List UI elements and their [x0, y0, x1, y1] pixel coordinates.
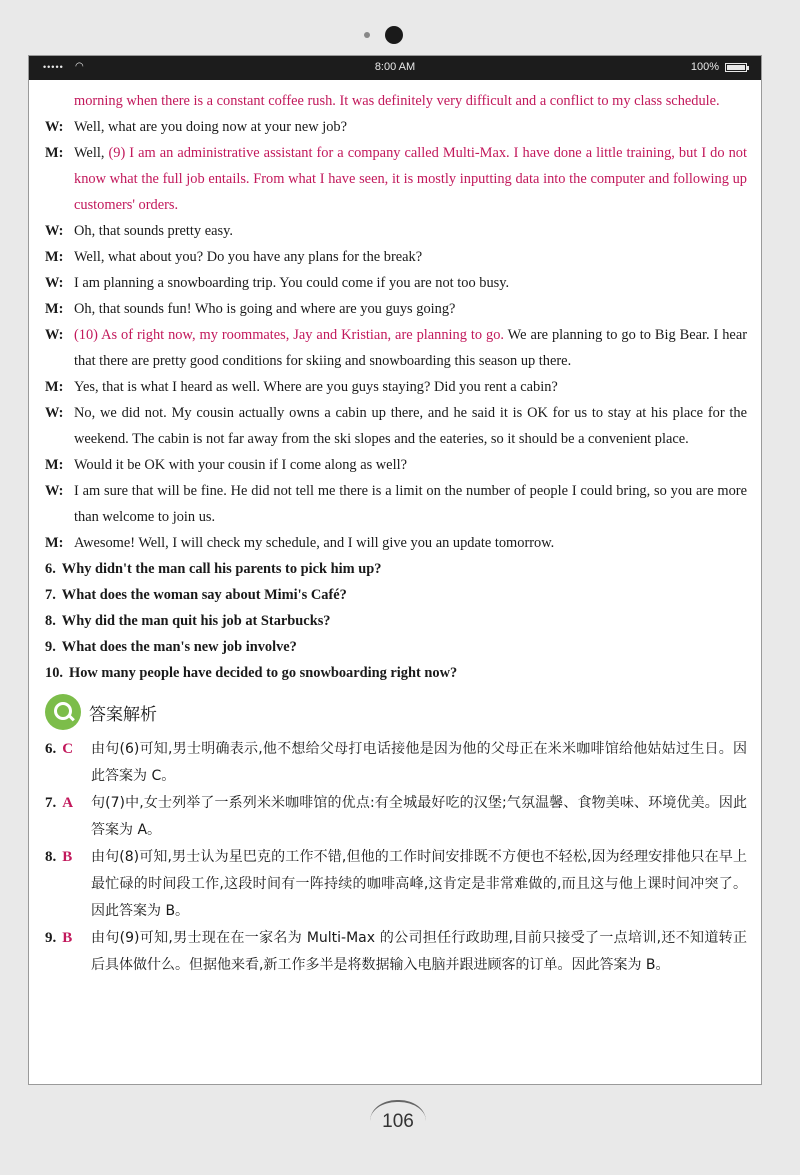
question-text: What does the woman say about Mimi's Café? [61, 587, 347, 603]
answers-header [45, 694, 747, 730]
answer-highlight: morning when there is a constant coffee rush. It was definitely very difficult and a conflict to my class schedule. [74, 93, 720, 109]
tablet-screen [28, 55, 762, 1085]
light-sensor [364, 32, 370, 38]
question-text: What does the man's new job involve? [61, 639, 297, 655]
dialogue-turn [45, 296, 747, 322]
answer-letter: C [62, 741, 74, 757]
page-number: 106 [370, 1100, 426, 1142]
dialogue-turn [45, 244, 747, 270]
speaker-label: W: [45, 223, 64, 239]
dialogue-turn [45, 374, 747, 400]
dialogue-turn [45, 140, 747, 218]
question-item [45, 660, 747, 686]
speaker-label: M: [45, 457, 64, 473]
status-bar [29, 56, 761, 80]
answer-number-text: 6. [45, 741, 57, 757]
answer-number [45, 790, 73, 817]
answer-number [45, 736, 73, 763]
speaker-label: W: [45, 275, 64, 291]
turn-text: Would it be OK with your cousin if I come along as well? [74, 457, 407, 473]
question-number: 7. [45, 587, 56, 603]
speaker-label: W: [45, 405, 64, 421]
dialogue-turn [45, 114, 747, 140]
answer-letter: A [62, 795, 74, 811]
speaker-label: M: [45, 379, 64, 395]
dialogue-turn [45, 322, 747, 374]
dialogue-turn [45, 270, 747, 296]
answer-number [45, 925, 72, 952]
question-number: 6. [45, 561, 56, 577]
battery-icon [725, 63, 747, 72]
turn-text: We are planning to go to Big Bear. I hear that there are pretty good conditions for skiing and snowboarding this season up there. [74, 327, 747, 369]
speaker-label: M: [45, 249, 64, 265]
question-text: How many people have decided to go snowboarding right now? [69, 665, 458, 681]
turn-text: Well, what about you? Do you have any plans for the break? [74, 249, 423, 265]
answer-item [45, 925, 747, 979]
battery-percent: 100% [690, 61, 719, 73]
turn-text: I am sure that will be fine. He did not tell me there is a limit on the number of people I could bring, so you are more than welcome to join us. [74, 483, 747, 525]
answer-explanation: 由句(9)可知,男士现在在一家名为 Multi-Max 的公司担任行政助理,目前只接受了一点培训,还不知道转正后具体做什么。但据他来看,新工作多半是将数据输入电脑并跟进顾客的订单。因此答案为 B。 [91, 930, 747, 973]
turn-text: Oh, that sounds pretty easy. [74, 223, 233, 239]
answer-explanation: 由句(8)可知,男士认为星巴克的工作不错,但他的工作时间安排既不方便也不轻松,因为经理安排他只在早上最忙碌的时间段工作,这段时间有一阵持续的咖啡高峰,这肯定是非常难做的,而且这与他上课时间冲突了。因此答案为 B。 [91, 849, 747, 919]
answer-number-text: 8. [45, 849, 57, 865]
turn-text: Awesome! Well, I will check my schedule, and I will give you an update tomorrow. [74, 535, 555, 551]
question-number: 8. [45, 613, 56, 629]
speaker-label: M: [45, 535, 64, 551]
speaker-label: M: [45, 301, 64, 317]
turn-text: I am planning a snowboarding trip. You could come if you are not too busy. [74, 275, 510, 291]
speaker-label: M: [45, 145, 64, 161]
answer-list [45, 736, 747, 979]
answer-item [45, 790, 747, 844]
answers-title: 答案解析 [89, 704, 157, 725]
question-item [45, 582, 747, 608]
question-list [45, 556, 747, 686]
dialogue-turn [45, 452, 747, 478]
turn-text: Oh, that sounds fun! Who is going and where are you guys going? [74, 301, 456, 317]
question-number: 9. [45, 639, 56, 655]
answer-number [45, 844, 72, 871]
answer-highlight: (9) I am an administrative assistant for a company called Multi-Max. I have done a little training, but I do not know what the full job entails. From what I have seen, it is mostly inputting data into the computer and following up customers' orders. [74, 145, 747, 213]
answer-highlight: (10) As of right now, my roommates, Jay and Kristian, are planning to go. [74, 327, 504, 343]
signal-icon: ••••• [43, 62, 64, 72]
answer-letter: B [62, 849, 73, 865]
dialogue-turn [45, 218, 747, 244]
question-item [45, 608, 747, 634]
question-number: 10. [45, 665, 63, 681]
answer-explanation: 句(7)中,女士列举了一系列米米咖啡馆的优点:有全城最好吃的汉堡;气氛温馨、食物美味、环境优美。因此答案为 A。 [91, 795, 747, 838]
dialogue-turn [45, 478, 747, 530]
question-item [45, 556, 747, 582]
speaker-label: W: [45, 483, 64, 499]
camera-icon [385, 26, 403, 44]
answer-letter: B [62, 930, 73, 946]
answer-item [45, 736, 747, 790]
speaker-label: W: [45, 119, 64, 135]
dialogue [45, 88, 747, 556]
dialogue-turn [45, 88, 747, 114]
answer-item [45, 844, 747, 925]
status-time: 8:00 AM [374, 61, 416, 73]
turn-text: Well, what are you doing now at your new job? [74, 119, 347, 135]
turn-text: Yes, that is what I heard as well. Where are you guys staying? Did you rent a cabin? [74, 379, 558, 395]
turn-text: Well, [74, 145, 109, 161]
turn-text: No, we did not. My cousin actually owns a cabin up there, and he said it is OK for us to stay at his place for the weekend. The cabin is not far away from the ski slopes and the eateries, so it should be a convenient place. [74, 405, 747, 447]
magnifier-icon [45, 694, 81, 730]
speaker-label: W: [45, 327, 64, 343]
dialogue-turn [45, 530, 747, 556]
answer-number-text: 9. [45, 930, 57, 946]
wifi-icon: ◠ [75, 61, 84, 72]
question-text: Why did the man quit his job at Starbucks? [61, 613, 331, 629]
answer-explanation: 由句(6)可知,男士明确表示,他不想给父母打电话接他是因为他的父母正在米米咖啡馆给他姑姑过生日。因此答案为 C。 [91, 741, 747, 784]
question-item [45, 634, 747, 660]
answer-number-text: 7. [45, 795, 57, 811]
question-text: Why didn't the man call his parents to pick him up? [61, 561, 382, 577]
page-content [45, 88, 747, 979]
dialogue-turn [45, 400, 747, 452]
